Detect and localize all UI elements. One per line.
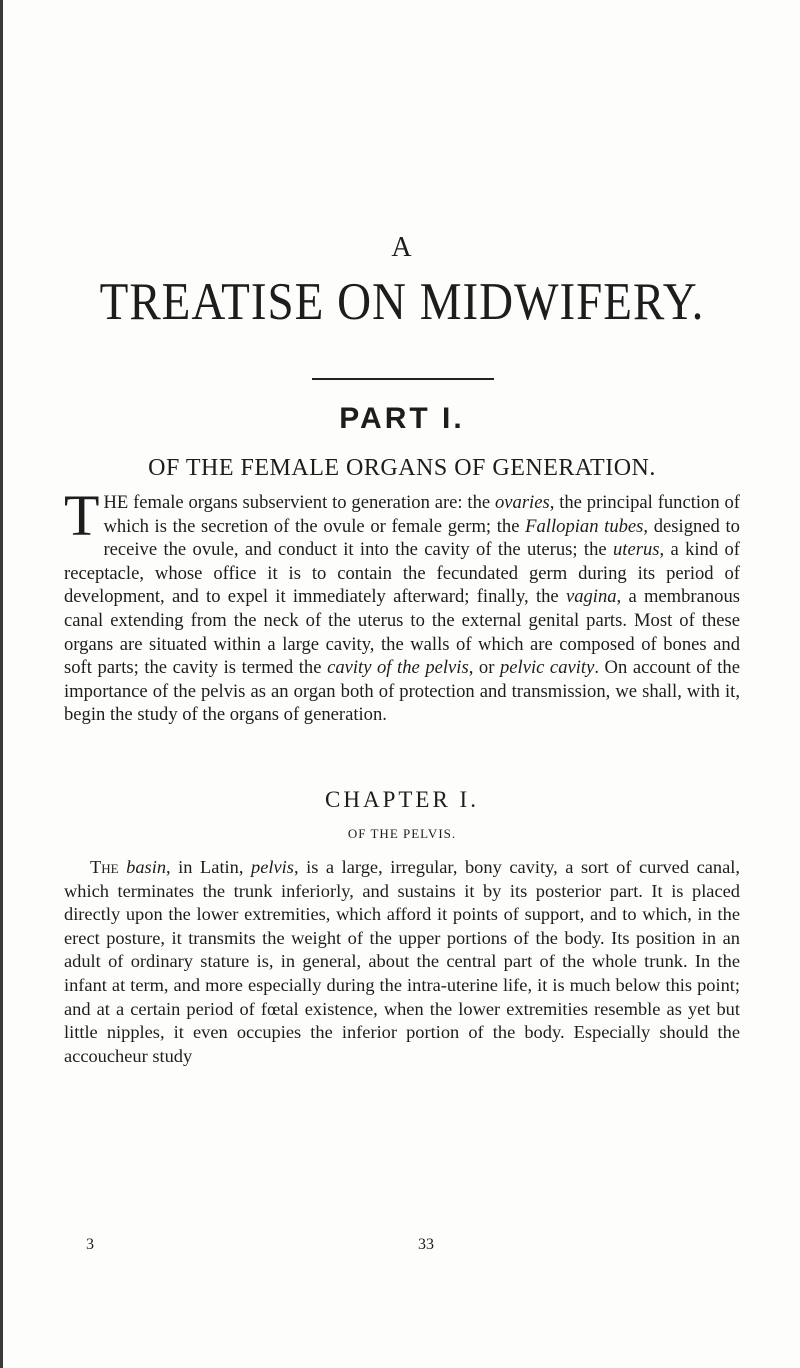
- text-run: , in Latin,: [166, 857, 252, 877]
- part-subtitle: OF THE FEMALE ORGANS OF GENERATION.: [148, 455, 656, 481]
- title-rule: [312, 378, 494, 380]
- text-run: , the principal function of which is the secretion of the ovule or female germ; the: [103, 492, 740, 537]
- drop-cap: T: [64, 483, 100, 548]
- italic-term: uterus: [613, 539, 660, 561]
- chapter-heading: CHAPTER I.: [325, 787, 479, 812]
- text-run: , a kind of receptacle, whose office it is to contain the fecundated germ during its period of development, and to expel it immediately afterward; finally, the: [64, 539, 740, 608]
- part-heading: PART I.: [339, 402, 465, 435]
- page-binding-edge: [0, 0, 3, 1368]
- title-article: A: [391, 232, 413, 263]
- text-run: . On account of the importance of the pelvis as an organ both of protection and transmission, we shall, with it, begin the study of the organs of generation.: [64, 657, 740, 726]
- text-run: HE female organs subservient to generation are: the: [103, 492, 495, 513]
- italic-term: Fallopian tubes: [525, 515, 644, 537]
- italic-term: cavity of the pelvis: [327, 657, 469, 679]
- page-number: 33: [418, 1236, 434, 1253]
- intro-paragraph: [64, 483, 741, 727]
- text-run: , a membranous canal extending from the neck of the uterus to the external genital parts. Most of these organs are situated within a large cavity, the walls of which are composed of bones and soft parts; the cavity is termed the: [64, 586, 741, 679]
- text-run: , or: [468, 657, 500, 679]
- lead-word: The: [90, 857, 119, 877]
- italic-term: ovaries: [494, 492, 550, 513]
- text-run: , is a large, irregular, bony cavity, a sort of curved canal, which terminates the trunk inferiorly, and sustains it by its posterior part. It is placed directly upon the lower extremities, which afford it points of support, and to which, in the erect posture, it transmits the weight of the upper portions of the body. Its position in an adult of ordinary stature is, in general, about the central part of the whole trunk. In the infant at term, and more especially during the intra-uterine life, it is much below this point; and at a certain period of fœtal existence, when the lower extremities resemble as yet but little nipples, it even occupies the inferior portion of the body. Especially should the accoucheur study: [64, 857, 740, 1066]
- italic-term: basin: [126, 857, 167, 877]
- chapter-subtitle: OF THE PELVIS.: [347, 826, 457, 841]
- text-run: , designed to receive the ovule, and conduct it into the cavity of the uterus; the: [103, 515, 740, 561]
- book-title: TREATISE ON MIDWIFERY.: [99, 273, 705, 332]
- signature-mark: 3: [86, 1236, 94, 1253]
- italic-term: pelvic cavity: [499, 657, 595, 679]
- italic-term: vagina: [565, 586, 617, 608]
- italic-term: pelvis: [251, 857, 294, 877]
- chapter-paragraph: [64, 856, 740, 1068]
